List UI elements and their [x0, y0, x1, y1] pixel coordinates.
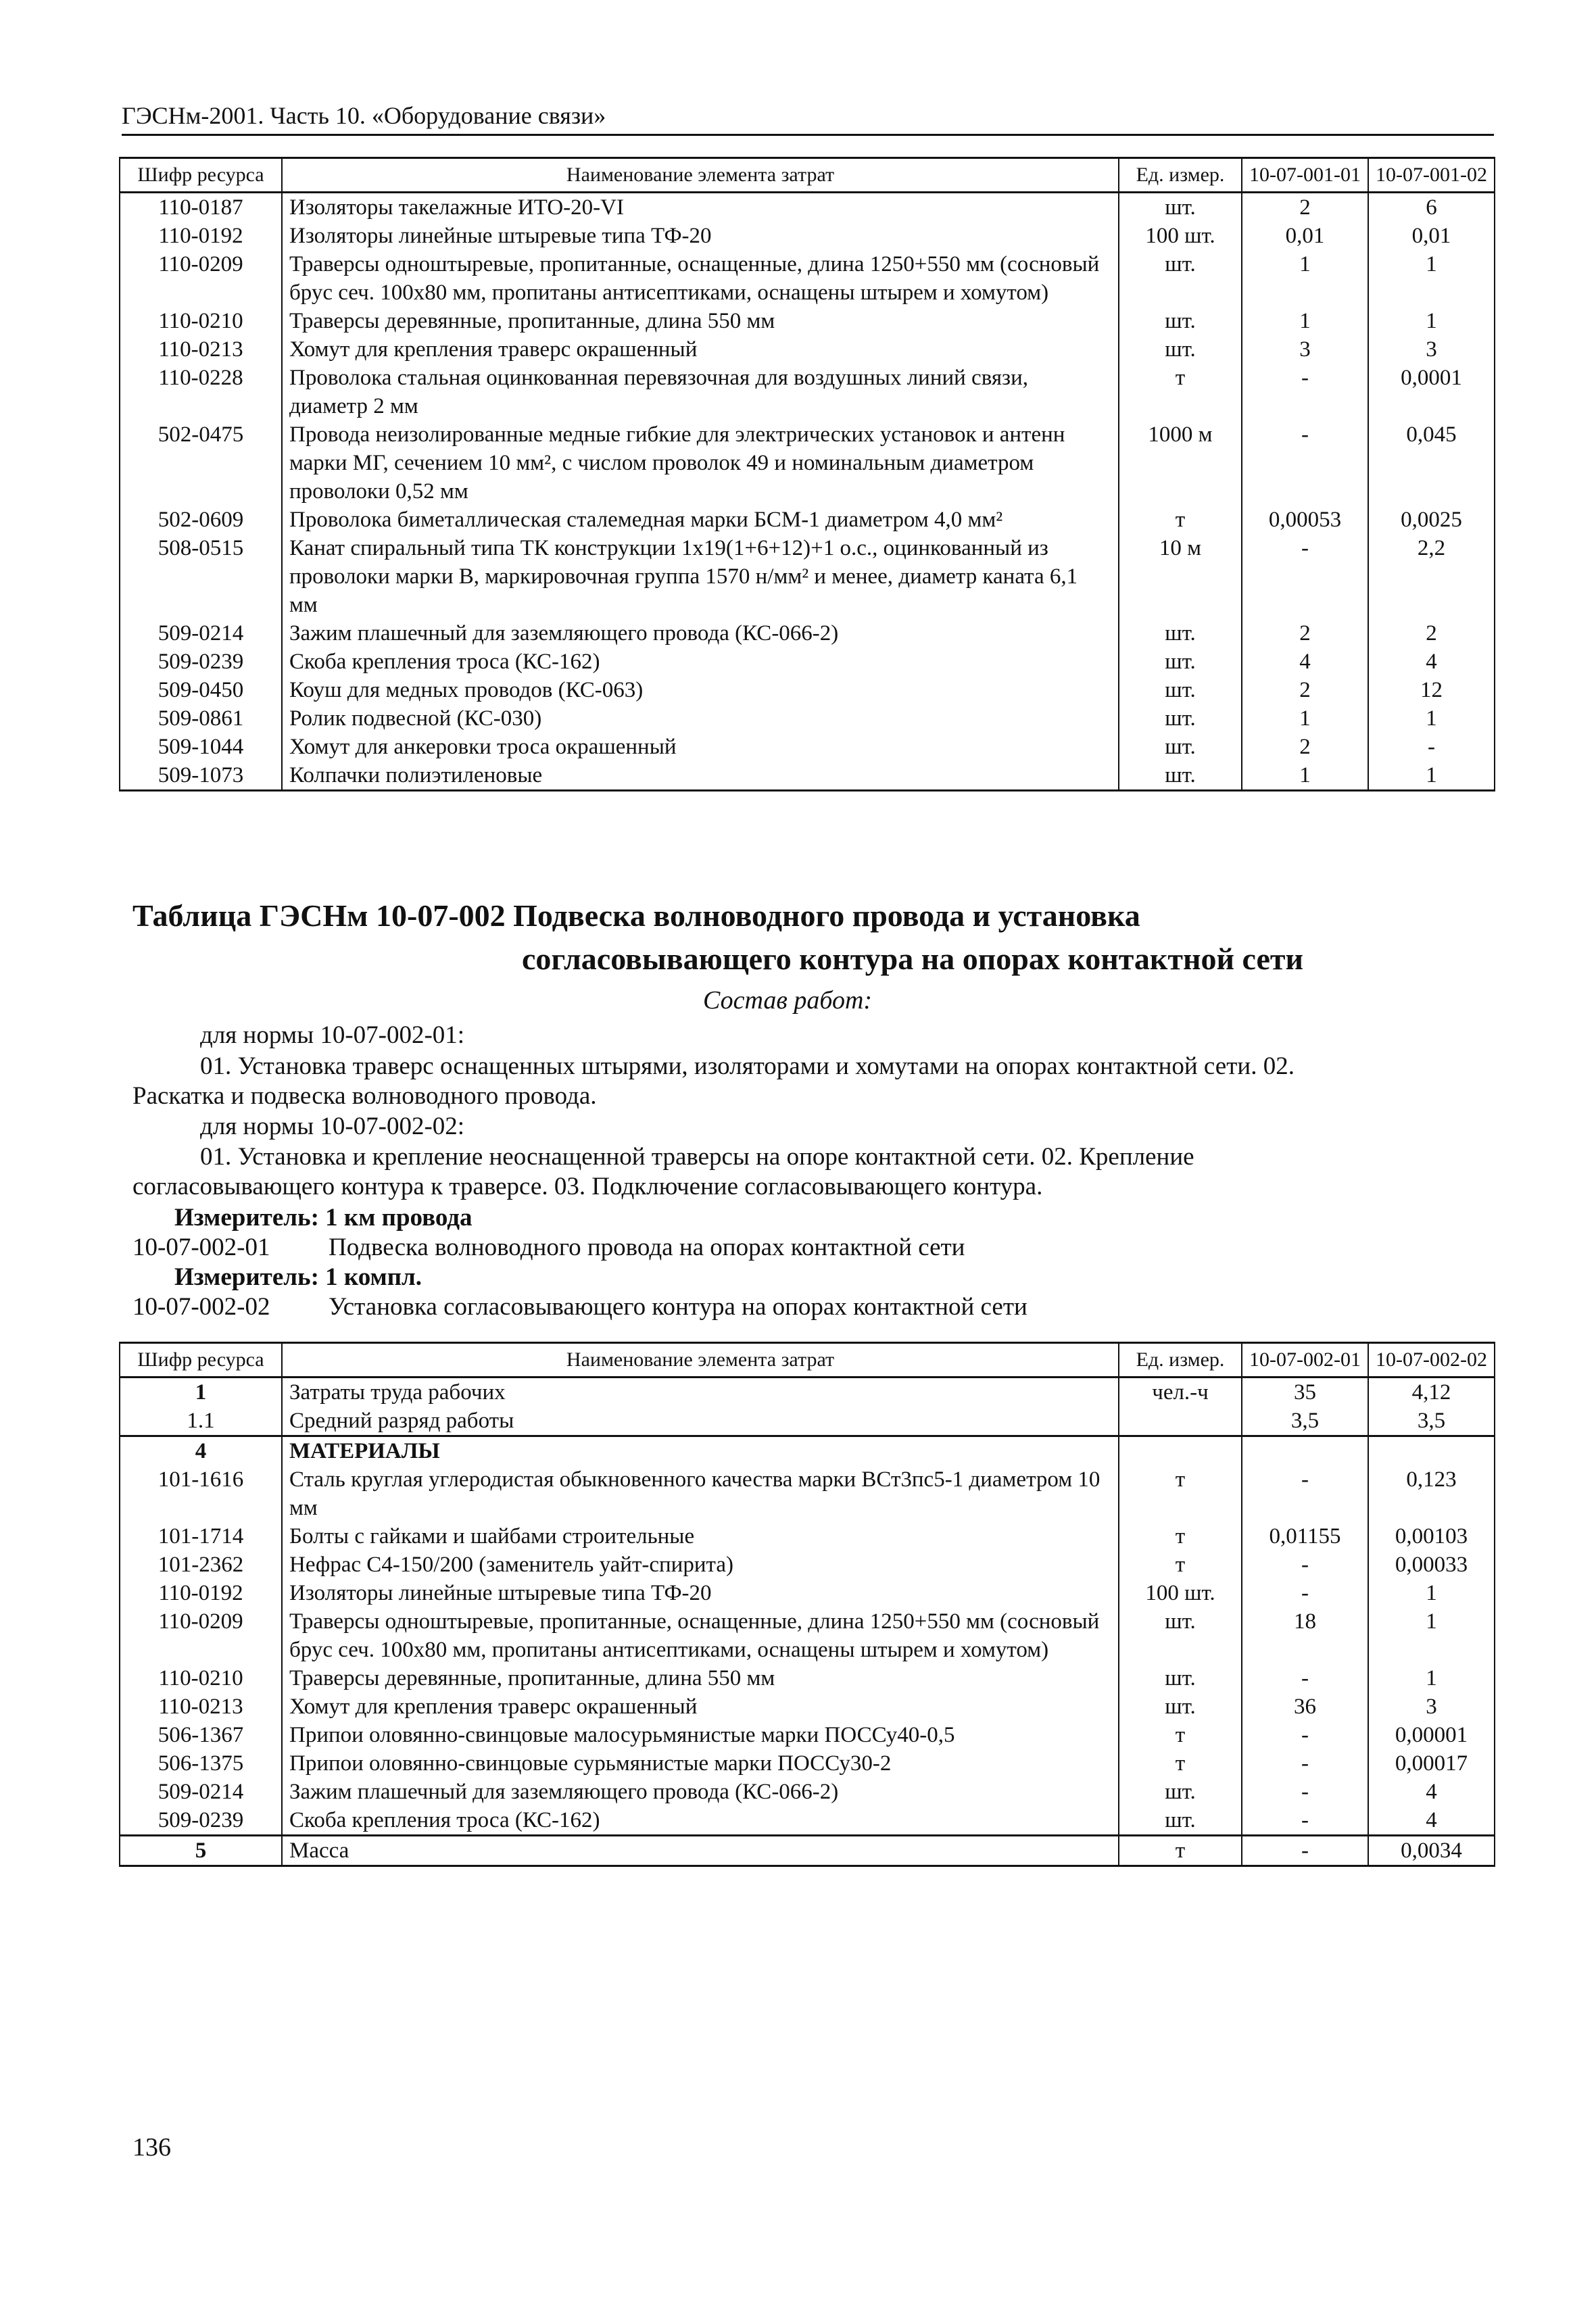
unit-cell: т	[1119, 1836, 1242, 1866]
unit-cell: шт.	[1119, 733, 1242, 761]
table-row	[120, 420, 1495, 506]
norm1-value-cell: -	[1242, 1579, 1368, 1607]
norm1-value-cell: -	[1242, 420, 1368, 506]
col-norm1-header: 10-07-001-01	[1242, 158, 1368, 193]
norm1-value-cell: 35	[1242, 1378, 1368, 1407]
norm2-value-cell: 1	[1368, 1607, 1495, 1664]
meter1: Измеритель: 1 км провода	[174, 1204, 473, 1232]
resource-code-cell: 110-0228	[120, 364, 282, 420]
table-header-row	[120, 158, 1495, 193]
unit-cell: шт.	[1119, 1607, 1242, 1664]
resource-name-cell: Траверсы деревянные, пропитанные, длина 550 мм	[282, 307, 1119, 335]
resource-code-cell: 110-0192	[120, 222, 282, 250]
table-row	[120, 1721, 1495, 1749]
resource-name-cell: Скоба крепления троса (КС-162)	[282, 648, 1119, 676]
resource-table-10-07-001	[119, 157, 1495, 791]
norm2-value-cell: 1	[1368, 1579, 1495, 1607]
resource-table-10-07-002	[119, 1342, 1495, 1867]
norm1-value-cell: 2	[1242, 619, 1368, 648]
resource-name-cell: Изоляторы такелажные ИТО-20-VI	[282, 193, 1119, 222]
table-row	[120, 1836, 1495, 1866]
resource-name-cell: Хомут для крепления траверс окрашенный	[282, 335, 1119, 364]
col-unit-header: Ед. измер.	[1119, 1343, 1242, 1378]
norm1-value-cell: 4	[1242, 648, 1368, 676]
resource-code-cell: 509-1073	[120, 761, 282, 791]
table-row	[120, 193, 1495, 222]
norm1-value-cell: 1	[1242, 307, 1368, 335]
norm1-value-cell: -	[1242, 1551, 1368, 1579]
unit-cell: т	[1119, 506, 1242, 534]
norm2-value-cell: 0,0025	[1368, 506, 1495, 534]
unit-cell: шт.	[1119, 335, 1242, 364]
norm1-value-cell: 2	[1242, 676, 1368, 704]
norm1-value-cell: -	[1242, 534, 1368, 619]
resource-name-cell: Средний разряд работы	[282, 1407, 1119, 1436]
norm1-value-cell: 3,5	[1242, 1407, 1368, 1436]
unit-cell	[1119, 1407, 1242, 1436]
resource-name-cell: Зажим плашечный для заземляющего провода (КС-066-2)	[282, 619, 1119, 648]
unit-cell: шт.	[1119, 1778, 1242, 1806]
unit-cell: 100 шт.	[1119, 1579, 1242, 1607]
norm1-value-cell	[1242, 1436, 1368, 1466]
resource-name-cell: Зажим плашечный для заземляющего провода (КС-066-2)	[282, 1778, 1119, 1806]
resource-code-cell: 508-0515	[120, 534, 282, 619]
norm1-code: 10-07-002-01	[132, 1234, 270, 1261]
norm1-value-cell: 0,01155	[1242, 1522, 1368, 1551]
norm2-value-cell: 1	[1368, 704, 1495, 733]
resource-code-cell: 101-2362	[120, 1551, 282, 1579]
norm2-value-cell: 6	[1368, 193, 1495, 222]
table-row	[120, 1806, 1495, 1836]
norm2-value-cell: 3	[1368, 335, 1495, 364]
unit-cell: 10 м	[1119, 534, 1242, 619]
resource-name-cell: Затраты труда рабочих	[282, 1378, 1119, 1407]
norm2-value-cell: 12	[1368, 676, 1495, 704]
resource-name-cell: Хомут для анкеровки троса окрашенный	[282, 733, 1119, 761]
table-row	[120, 534, 1495, 619]
unit-cell: шт.	[1119, 704, 1242, 733]
norm1-label: для нормы 10-07-002-01:	[200, 1021, 465, 1049]
norm2-value-cell: 2,2	[1368, 534, 1495, 619]
norm1-value-cell: -	[1242, 1806, 1368, 1836]
resource-code-cell: 506-1375	[120, 1749, 282, 1778]
norm1-value-cell: 1	[1242, 761, 1368, 791]
unit-cell: шт.	[1119, 648, 1242, 676]
norm2-value-cell: 0,00001	[1368, 1721, 1495, 1749]
norm2-value-cell: 0,0034	[1368, 1836, 1495, 1866]
resource-code-cell: 509-0450	[120, 676, 282, 704]
resource-code-cell: 509-0214	[120, 619, 282, 648]
col-norm2-header: 10-07-001-02	[1368, 158, 1495, 193]
unit-cell: шт.	[1119, 1806, 1242, 1836]
table-header-row	[120, 1343, 1495, 1378]
table-row	[120, 250, 1495, 307]
norm1-text-line1: 01. Установка траверс оснащенных штырями, изоляторами и хомутами на опорах контактной сети. 02.	[200, 1052, 1295, 1080]
resource-name-cell: Траверсы одноштыревые, пропитанные, оснащенные, длина 1250+550 мм (сосновый брус сеч. 100x80 мм, пропитаны антисептиками, оснащены штырем и хомутом)	[282, 250, 1119, 307]
meter2: Измеритель: 1 компл.	[174, 1263, 422, 1291]
resource-code-cell: 509-0861	[120, 704, 282, 733]
resource-code-cell: 110-0209	[120, 1607, 282, 1664]
resource-name-cell: Проволока биметаллическая сталемедная марки БСМ-1 диаметром 4,0 мм²	[282, 506, 1119, 534]
resource-code-cell: 4	[120, 1436, 282, 1466]
resource-name-cell: Проволока стальная оцинкованная перевязочная для воздушных линий связи, диаметр 2 мм	[282, 364, 1119, 420]
unit-cell: шт.	[1119, 761, 1242, 791]
col-name-header: Наименование элемента затрат	[282, 158, 1119, 193]
norm2-desc: Установка согласовывающего контура на опорах контактной сети	[329, 1293, 1027, 1321]
norm2-value-cell: 0,01	[1368, 222, 1495, 250]
norm2-value-cell: 0,123	[1368, 1465, 1495, 1522]
norm1-value-cell: -	[1242, 1664, 1368, 1692]
resource-name-cell: Припои оловянно-свинцовые сурьмянистые марки ПОССу30-2	[282, 1749, 1119, 1778]
table-row	[120, 222, 1495, 250]
resource-code-cell: 509-1044	[120, 733, 282, 761]
norm2-value-cell: 0,00103	[1368, 1522, 1495, 1551]
resource-name-cell: Изоляторы линейные штыревые типа ТФ-20	[282, 1579, 1119, 1607]
resource-name-cell: Масса	[282, 1836, 1119, 1866]
norm1-value-cell: 2	[1242, 733, 1368, 761]
norm2-code: 10-07-002-02	[132, 1293, 270, 1321]
unit-cell: т	[1119, 364, 1242, 420]
col-code-header: Шифр ресурса	[120, 1343, 282, 1378]
unit-cell: шт.	[1119, 619, 1242, 648]
table-row	[120, 761, 1495, 791]
norm1-value-cell: 1	[1242, 704, 1368, 733]
resource-name-cell: Траверсы одноштыревые, пропитанные, оснащенные, длина 1250+550 мм (сосновый брус сеч. 100x80 мм, пропитаны антисептиками, оснащены штырем и хомутом)	[282, 1607, 1119, 1664]
resource-name-cell: Изоляторы линейные штыревые типа ТФ-20	[282, 222, 1119, 250]
norm2-value-cell	[1368, 1436, 1495, 1466]
resource-name-cell: Канат спиральный типа ТК конструкции 1x19(1+6+12)+1 о.с., оцинкованный из проволоки марки В, маркировочная группа 1570 н/мм² и менее, диаметр каната 6,1 мм	[282, 534, 1119, 619]
resource-code-cell: 506-1367	[120, 1721, 282, 1749]
norm2-value-cell: 3	[1368, 1692, 1495, 1721]
col-unit-header: Ед. измер.	[1119, 158, 1242, 193]
unit-cell: шт.	[1119, 193, 1242, 222]
norm1-value-cell: -	[1242, 364, 1368, 420]
unit-cell: т	[1119, 1465, 1242, 1522]
table-body	[120, 193, 1495, 791]
resource-code-cell: 502-0475	[120, 420, 282, 506]
unit-cell: т	[1119, 1551, 1242, 1579]
unit-cell: чел.-ч	[1119, 1378, 1242, 1407]
resource-code-cell: 110-0187	[120, 193, 282, 222]
norm2-value-cell: 1	[1368, 307, 1495, 335]
norm1-value-cell: -	[1242, 1778, 1368, 1806]
norm1-value-cell: 3	[1242, 335, 1368, 364]
table-row	[120, 1749, 1495, 1778]
norm1-value-cell: 2	[1242, 193, 1368, 222]
norm1-value-cell: -	[1242, 1465, 1368, 1522]
norm2-text-line2: согласовывающего контура к траверсе. 03. Подключение согласовывающего контура.	[132, 1173, 1043, 1200]
resource-name-cell: Припои оловянно-свинцовые малосурьмянистые марки ПОССу40-0,5	[282, 1721, 1119, 1749]
unit-cell: т	[1119, 1522, 1242, 1551]
resource-code-cell: 110-0210	[120, 1664, 282, 1692]
table-row	[120, 1778, 1495, 1806]
resource-name-cell: Колпачки полиэтиленовые	[282, 761, 1119, 791]
table-row	[120, 506, 1495, 534]
norm1-value-cell: 1	[1242, 250, 1368, 307]
resource-name-cell: Коуш для медных проводов (КС-063)	[282, 676, 1119, 704]
resource-code-cell: 101-1714	[120, 1522, 282, 1551]
table-row	[120, 364, 1495, 420]
resource-code-cell: 110-0192	[120, 1579, 282, 1607]
norm2-value-cell: 4	[1368, 648, 1495, 676]
norm1-desc: Подвеска волноводного провода на опорах контактной сети	[329, 1234, 965, 1261]
unit-cell: т	[1119, 1749, 1242, 1778]
norm1-value-cell: 0,01	[1242, 222, 1368, 250]
resource-code-cell: 101-1616	[120, 1465, 282, 1522]
table-row	[120, 307, 1495, 335]
norm1-value-cell: 36	[1242, 1692, 1368, 1721]
resource-code-cell: 110-0210	[120, 307, 282, 335]
resource-code-cell: 502-0609	[120, 506, 282, 534]
resource-name-cell: МАТЕРИАЛЫ	[282, 1436, 1119, 1466]
unit-cell: шт.	[1119, 1664, 1242, 1692]
col-code-header: Шифр ресурса	[120, 158, 282, 193]
table-row	[120, 1436, 1495, 1466]
norm2-value-cell: 4,12	[1368, 1378, 1495, 1407]
norm2-value-cell: 0,00017	[1368, 1749, 1495, 1778]
table-row	[120, 1579, 1495, 1607]
resource-code-cell: 509-0239	[120, 1806, 282, 1836]
resource-name-cell: Хомут для крепления траверс окрашенный	[282, 1692, 1119, 1721]
norm1-value-cell: -	[1242, 1836, 1368, 1866]
norm1-value-cell: 0,00053	[1242, 506, 1368, 534]
resource-code-cell: 5	[120, 1836, 282, 1866]
table-row	[120, 733, 1495, 761]
norm1-value-cell: -	[1242, 1721, 1368, 1749]
table-row	[120, 335, 1495, 364]
norm1-text-line2: Раскатка и подвеска волноводного провода.	[132, 1082, 597, 1110]
norm2-value-cell: 2	[1368, 619, 1495, 648]
norm2-label: для нормы 10-07-002-02:	[200, 1113, 465, 1140]
norm2-value-cell: 4	[1368, 1778, 1495, 1806]
col-norm1-header: 10-07-002-01	[1242, 1343, 1368, 1378]
resource-code-cell: 509-0214	[120, 1778, 282, 1806]
resource-code-cell: 1.1	[120, 1407, 282, 1436]
unit-cell: 1000 м	[1119, 420, 1242, 506]
norm2-value-cell: 4	[1368, 1806, 1495, 1836]
table-row	[120, 648, 1495, 676]
norm2-text-line1: 01. Установка и крепление неоснащенной траверсы на опоре контактной сети. 02. Крепление	[200, 1143, 1194, 1171]
table-row	[120, 1551, 1495, 1579]
table-row	[120, 1664, 1495, 1692]
resource-code-cell: 110-0213	[120, 335, 282, 364]
resource-name-cell: Болты с гайками и шайбами строительные	[282, 1522, 1119, 1551]
table-row	[120, 676, 1495, 704]
unit-cell	[1119, 1436, 1242, 1466]
page-number: 136	[132, 2133, 171, 2162]
table-row	[120, 1378, 1495, 1407]
table-body	[120, 1378, 1495, 1866]
table-row	[120, 1407, 1495, 1436]
table-row	[120, 619, 1495, 648]
unit-cell: шт.	[1119, 676, 1242, 704]
resource-name-cell: Скоба крепления троса (КС-162)	[282, 1806, 1119, 1836]
norm2-value-cell: 1	[1368, 250, 1495, 307]
norm2-value-cell: -	[1368, 733, 1495, 761]
resource-code-cell: 509-0239	[120, 648, 282, 676]
norm2-value-cell: 3,5	[1368, 1407, 1495, 1436]
unit-cell: шт.	[1119, 250, 1242, 307]
norm2-value-cell: 1	[1368, 761, 1495, 791]
col-norm2-header: 10-07-002-02	[1368, 1343, 1495, 1378]
section-title-line2: согласовывающего контура на опорах контактной сети	[522, 942, 1304, 976]
unit-cell: шт.	[1119, 307, 1242, 335]
col-name-header: Наименование элемента затрат	[282, 1343, 1119, 1378]
unit-cell: 100 шт.	[1119, 222, 1242, 250]
resource-code-cell: 1	[120, 1378, 282, 1407]
norm2-value-cell: 0,045	[1368, 420, 1495, 506]
resource-code-cell: 110-0213	[120, 1692, 282, 1721]
resource-name-cell: Ролик подвесной (КС-030)	[282, 704, 1119, 733]
resource-code-cell: 110-0209	[120, 250, 282, 307]
resource-name-cell: Сталь круглая углеродистая обыкновенного качества марки ВСт3пс5-1 диаметром 10 мм	[282, 1465, 1119, 1522]
section-title-line1: Таблица ГЭСНм 10-07-002 Подвеска волноводного провода и установка	[132, 898, 1140, 933]
table-row	[120, 1465, 1495, 1522]
table-row	[120, 1522, 1495, 1551]
table-row	[120, 704, 1495, 733]
work-composition-label: Состав работ:	[703, 986, 873, 1015]
unit-cell: т	[1119, 1721, 1242, 1749]
page-header: ГЭСНм-2001. Часть 10. «Оборудование связи»	[122, 101, 1494, 136]
norm1-value-cell: 18	[1242, 1607, 1368, 1664]
unit-cell: шт.	[1119, 1692, 1242, 1721]
norm1-value-cell: -	[1242, 1749, 1368, 1778]
table-row	[120, 1607, 1495, 1664]
norm2-value-cell: 1	[1368, 1664, 1495, 1692]
resource-name-cell: Провода неизолированные медные гибкие для электрических установок и антенн марки МГ, сечением 10 мм², с числом проволок 49 и номинальным диаметром проволоки 0,52 мм	[282, 420, 1119, 506]
norm2-value-cell: 0,00033	[1368, 1551, 1495, 1579]
resource-name-cell: Траверсы деревянные, пропитанные, длина 550 мм	[282, 1664, 1119, 1692]
resource-name-cell: Нефрас С4-150/200 (заменитель уайт-спирита)	[282, 1551, 1119, 1579]
norm2-value-cell: 0,0001	[1368, 364, 1495, 420]
table-row	[120, 1692, 1495, 1721]
